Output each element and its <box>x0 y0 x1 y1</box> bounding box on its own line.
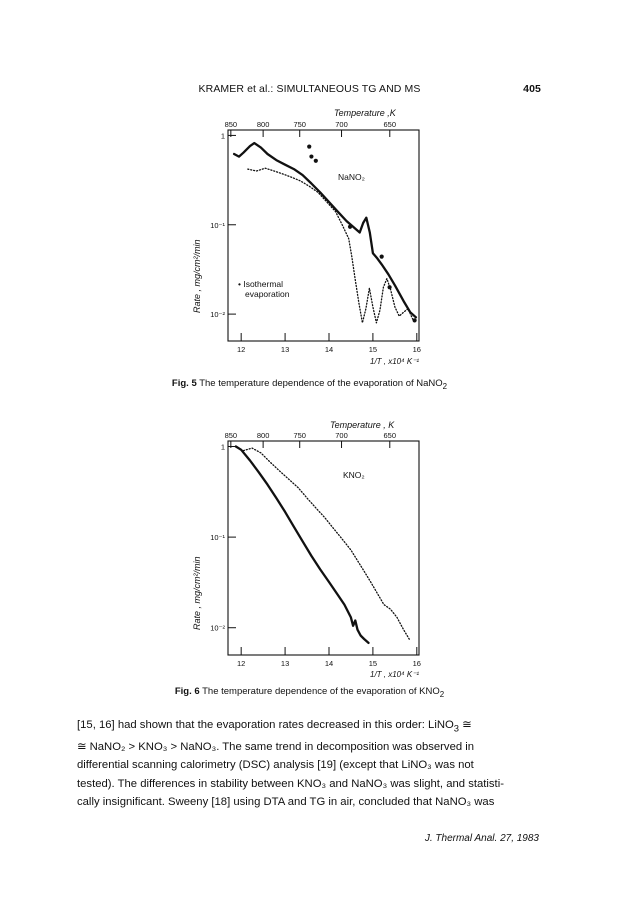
top-tick-label: 800 <box>256 120 270 129</box>
top-tick-label: 850 <box>224 431 238 440</box>
bottom-tick-label: 14 <box>324 345 334 354</box>
compound-label: KNO₂ <box>343 470 365 480</box>
isothermal-point <box>413 318 417 322</box>
body-line-1-end: ≅ <box>459 719 472 731</box>
plot-frame <box>228 441 419 655</box>
bottom-tick-label: 13 <box>280 345 290 354</box>
isothermal-point <box>314 159 318 163</box>
body-line-1-sub: 3 <box>453 722 460 734</box>
isothermal-point <box>387 285 391 289</box>
bottom-tick-label: 12 <box>237 659 246 668</box>
y-tick-label: 10⁻² <box>210 310 225 320</box>
bottom-tick-label: 15 <box>368 345 378 354</box>
bottom-axis-label: 1/T , x10⁴ K⁻¹ <box>370 670 420 679</box>
body-line-2: ≅ NaNO₂ > KNO₃ > NaNO₃. The same trend in decomposition was observed in <box>77 740 475 753</box>
isothermal-point <box>309 154 313 158</box>
figure-5-caption <box>0 378 619 391</box>
bottom-tick-label: 15 <box>368 659 378 668</box>
caption-text: The temperature dependence of the evaporation of KNO <box>202 686 440 697</box>
figure-5-chart <box>0 100 619 375</box>
y-tick-label: 1 <box>220 442 225 452</box>
body-line-3: differential scanning calorimetry (DSC) analysis [19] (except that LiNO₃ was not <box>77 759 474 772</box>
isothermal-point <box>307 144 311 148</box>
body-line-5: cally insignificant. Sweeny [18] using DTA and TG in air, concluded that NaNO₃ was <box>77 796 495 809</box>
body-paragraph <box>77 716 541 812</box>
running-header <box>0 83 619 99</box>
y-axis-label: Rate , mg/cm²/min <box>192 239 202 313</box>
isothermal-point <box>348 225 352 229</box>
top-tick-label: 750 <box>293 120 306 129</box>
y-axis-ticks <box>210 131 236 319</box>
bottom-tick-label: 14 <box>324 659 334 668</box>
top-tick-label: 750 <box>293 431 306 440</box>
top-tick-label: 700 <box>335 431 348 440</box>
y-tick-label: 1 <box>220 131 225 141</box>
legend-evaporation: evaporation <box>245 289 290 299</box>
top-axis-ticks <box>225 431 396 448</box>
bottom-tick-label: 12 <box>237 345 246 354</box>
dotted-curve <box>248 168 413 323</box>
bottom-axis-ticks <box>237 647 421 668</box>
dotted-curve <box>243 448 410 641</box>
top-tick-label: 800 <box>256 431 270 440</box>
caption-text: The temperature dependence of the evaporation of NaNO <box>199 378 443 389</box>
bottom-tick-label: 16 <box>412 659 421 668</box>
caption-subscript: 2 <box>439 689 445 699</box>
top-axis-label: Temperature , K <box>330 420 395 430</box>
plot-frame <box>228 130 419 341</box>
compound-label: NaNO₂ <box>338 172 365 182</box>
top-axis-ticks <box>225 120 396 137</box>
page-number: 405 <box>523 83 541 95</box>
y-tick-label: 10⁻² <box>210 623 225 633</box>
y-tick-label: 10⁻¹ <box>210 220 225 230</box>
figure-6-chart <box>0 412 619 684</box>
bottom-tick-label: 16 <box>412 345 421 354</box>
journal-footer: J. Thermal Anal. 27, 1983 <box>424 833 539 844</box>
body-line-4: tested). The differences in stability between KNO₃ and NaNO₃ was slight, and statisti- <box>77 777 504 790</box>
legend-isothermal: • Isothermal <box>238 279 284 289</box>
top-tick-label: 650 <box>383 120 397 129</box>
isothermal-point <box>380 255 384 259</box>
body-line <box>77 716 541 738</box>
top-tick-label: 650 <box>383 431 397 440</box>
top-tick-label: 850 <box>224 120 238 129</box>
body-line-1: [15, 16] had shown that the evaporation rates decreased in this order: LiNO <box>77 719 454 731</box>
bottom-axis-ticks <box>237 333 421 354</box>
figure-6-caption <box>0 686 619 699</box>
caption-label: Fig. 6 <box>174 686 200 697</box>
y-axis-label: Rate , mg/cm²/min <box>192 556 202 630</box>
running-title: KRAMER et al.: SIMULTANEOUS TG AND MS <box>198 83 421 95</box>
bottom-axis-label: 1/T , x10⁴ K⁻¹ <box>370 357 420 366</box>
caption-subscript: 2 <box>442 381 448 391</box>
top-tick-label: 700 <box>335 120 348 129</box>
bottom-tick-label: 13 <box>280 659 290 668</box>
top-axis-label: Temperature ,K <box>334 108 396 118</box>
caption-label: Fig. 5 <box>171 378 197 389</box>
y-axis-ticks <box>210 442 236 632</box>
data-series <box>236 447 410 643</box>
y-tick-label: 10⁻¹ <box>210 533 225 543</box>
